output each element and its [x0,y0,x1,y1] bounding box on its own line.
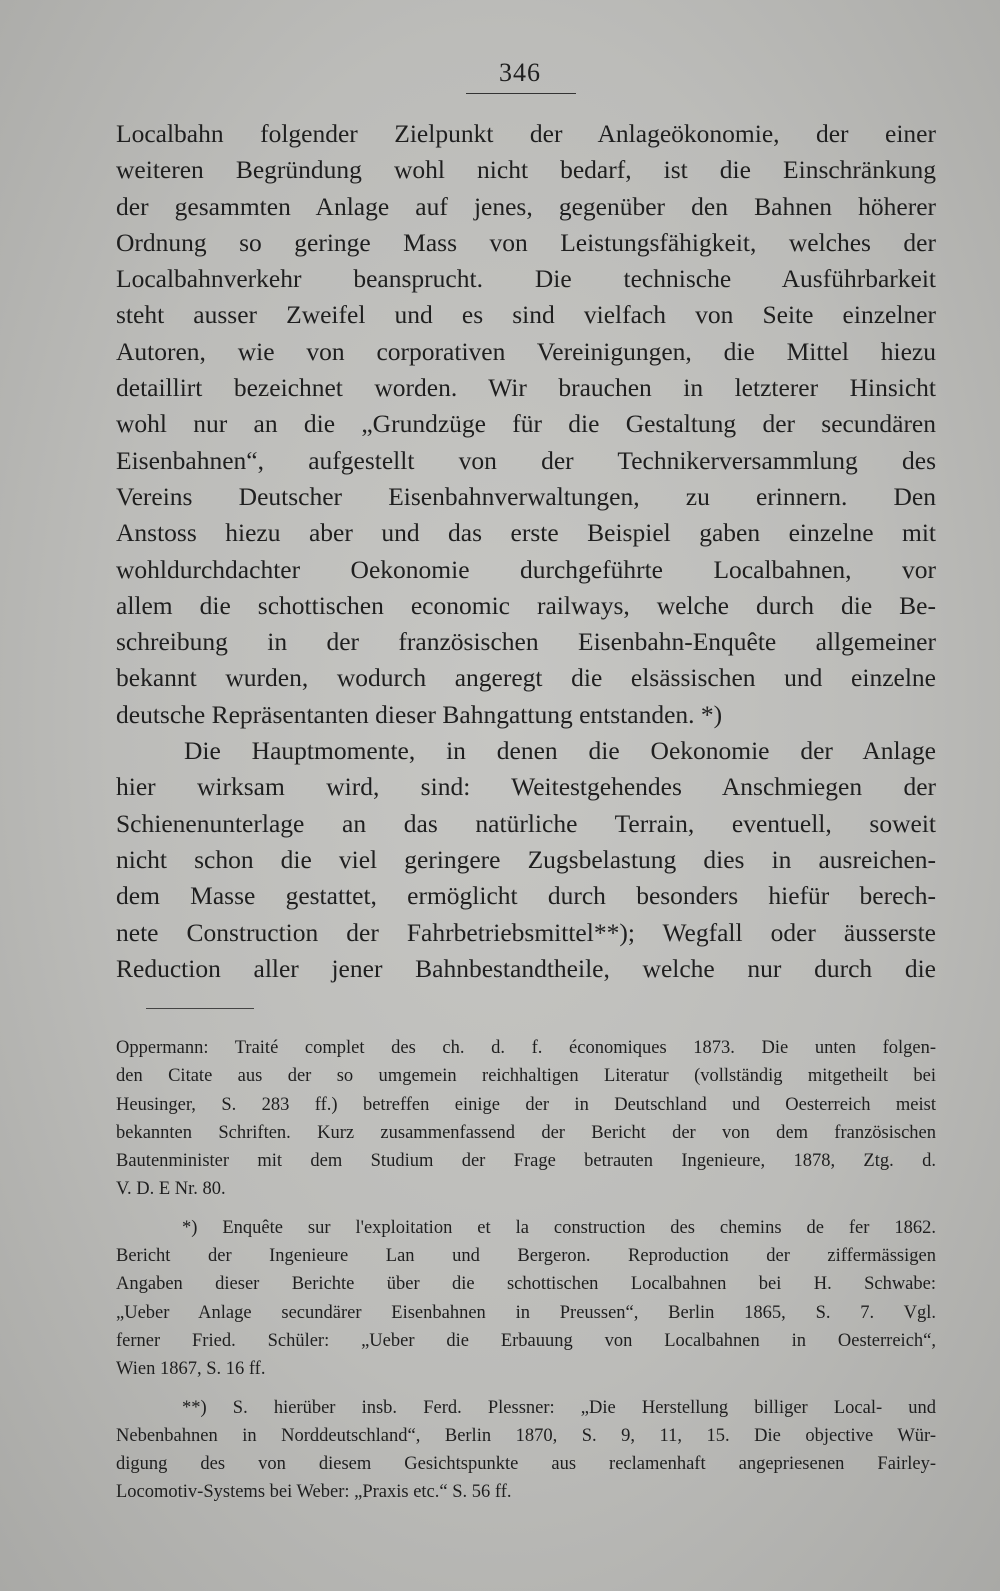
text-line: Reduction aller jener Bahnbestandtheile, welche nur durch die [116,953,936,983]
footnote-gap [116,1384,936,1394]
text-line: Localbahn folgender Zielpunkt der Anlageökonomie, der einer [116,119,936,148]
footnote-line: den Citate aus der so umgemein reichhaltigen Literatur (vollständig mitgetheilt bei [116,1066,936,1087]
text-line: Ordnung so geringe Mass von Leistungsfähigkeit, welches der [116,227,936,257]
text-line: deutsche Repräsentanten dieser Bahngattung entstanden. *) [116,699,723,729]
page-number: 346 [499,58,541,87]
text-line: nete Construction der Fahrbetriebsmittel**); Wegfall oder äusserste [116,917,936,947]
body-text [116,116,936,987]
text-line: wohldurchdachter Oekonomie durchgeführte Localbahnen, vor [116,554,936,584]
footnote-line: bekannten Schriften. Kurz zusammenfassend der Bericht der von dem französischen [116,1122,936,1143]
footnote-line: *) Enquête sur l'exploitation et la construction des chemins de fer 1862. [182,1217,936,1238]
footnote-line: ferner Fried. Schüler: „Ueber die Erbauung von Localbahnen in Oesterreich“, [116,1330,936,1351]
footnote-line: **) S. hierüber insb. Ferd. Plessner: „Die Herstellung billiger Local- und [182,1397,936,1418]
footnotes [116,1034,936,1507]
footnote-line: Heusinger, S. 283 ff.) betreffen einige der in Deutschland und Oesterreich meist [116,1094,936,1115]
text-line: Anstoss hiezu aber und das erste Beispiel gaben einzelne mit [116,518,936,548]
text-line: hier wirksam wird, sind: Weitestgehendes Anschmiegen der [116,772,936,802]
footnote-line: Wien 1867, S. 16 ff. [116,1359,266,1380]
text-line: allem die schottischen economic railways, welche durch die Be- [116,590,936,620]
text-line: Autoren, wie von corporativen Vereinigungen, die Mittel hiezu [116,336,936,366]
text-line: steht ausser Zweifel und es sind vielfach von Seite einzelner [116,300,936,330]
footnote-line: „Ueber Anlage secundärer Eisenbahnen in Preussen“, Berlin 1865, S. 7. Vgl. [116,1302,936,1323]
footnote-line: Bericht der Ingenieure Lan und Bergeron. Reproduction der ziffermässigen [116,1246,936,1267]
footnote-line: Nebenbahnen in Norddeutschland“, Berlin 1870, S. 9, 11, 15. Die objective Wür- [116,1425,936,1446]
footnote-line: Bautenminister mit dem Studium der Frage betrauten Ingenieure, 1878, Ztg. d. [116,1151,936,1172]
footnote-line: V. D. E Nr. 80. [116,1179,226,1200]
footnote-line: Locomotiv-Systems bei Weber: „Praxis etc.“ S. 56 ff. [116,1482,512,1503]
footnote-line: Oppermann: Traité complet des ch. d. f. économiques 1873. Die unten folgen- [116,1038,936,1058]
footnote-separator [146,1008,254,1009]
text-line: Eisenbahnen“, aufgestellt von der Technikerversammlung des [116,445,936,475]
text-line: Localbahnverkehr beansprucht. Die technische Ausführbarkeit [116,264,936,294]
text-line: wohl nur an die „Grundzüge für die Gestaltung der secundären [116,409,936,439]
text-line: Schienenunterlage an das natürliche Terrain, eventuell, soweit [116,808,936,838]
text-line: Die Hauptmomente, in denen die Oekonomie der Anlage [184,736,936,766]
footnote-line: digung des von diesem Gesichtspunkte aus reclamenhaft angepriesenen Fairley- [116,1454,936,1475]
footnote-gap [116,1204,936,1214]
text-line: weiteren Begründung wohl nicht bedarf, ist die Einschränkung [116,155,936,185]
text-line: dem Masse gestattet, ermöglicht durch besonders hiefür berech- [116,881,936,911]
text-line: nicht schon die viel geringere Zugsbelastung dies in ausreichen- [116,844,936,874]
text-line: Vereins Deutscher Eisenbahnverwaltungen, zu erinnern. Den [116,481,936,511]
footnote-line: Angaben dieser Berichte über die schottischen Localbahnen bei H. Schwabe: [116,1274,936,1295]
text-line: bekannt wurden, wodurch angeregt die elsässischen und einzelne [116,663,936,693]
text-line: der gesammten Anlage auf jenes, gegenüber den Bahnen höherer [116,191,936,221]
text-line: detaillirt bezeichnet worden. Wir brauchen in letzterer Hinsicht [116,373,936,403]
text-line: schreibung in der französischen Eisenbahn-Enquête allgemeiner [116,627,936,657]
page-number-rule [466,93,576,94]
